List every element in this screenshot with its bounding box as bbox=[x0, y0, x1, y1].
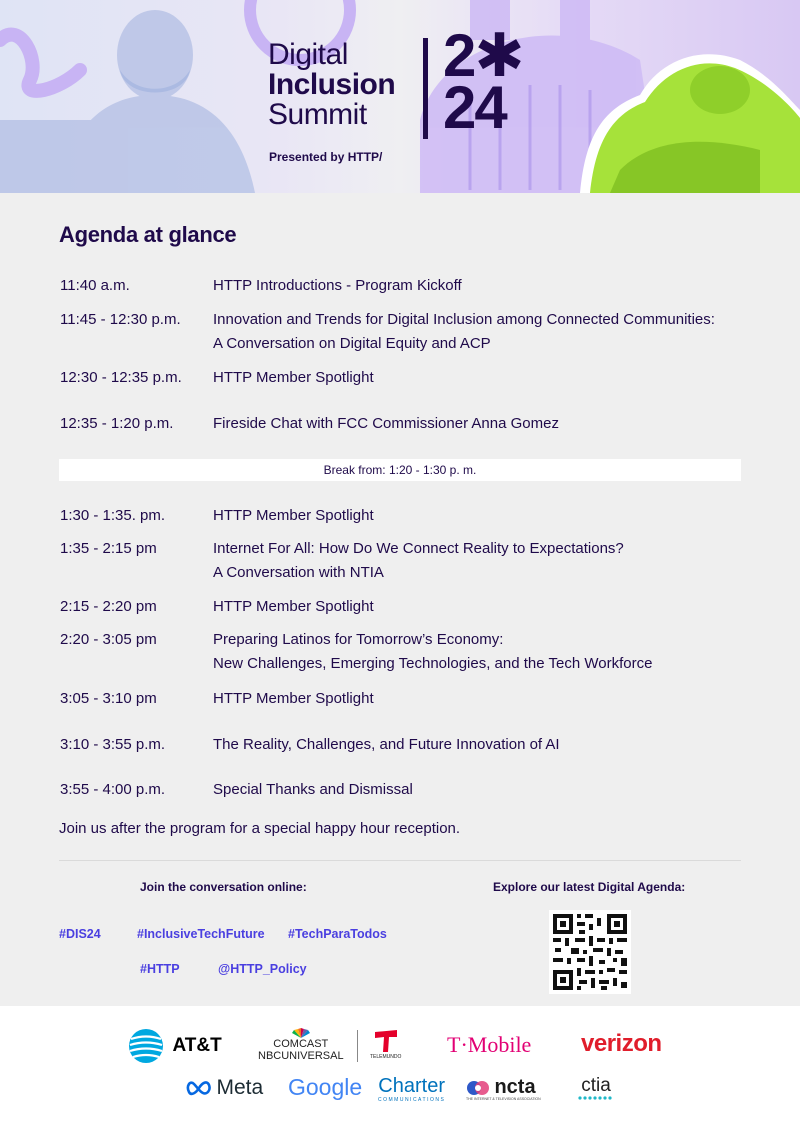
agenda-title-line2: New Challenges, Emerging Technologies, and the Tech Workforce bbox=[213, 655, 653, 672]
agenda-title: HTTP Introductions - Program Kickoff bbox=[213, 277, 462, 294]
att-globe-icon bbox=[128, 1028, 164, 1064]
section-divider bbox=[59, 860, 741, 861]
year-mark bbox=[443, 22, 523, 141]
comcast-nbcu-logo bbox=[258, 1028, 344, 1062]
agenda-time: 3:05 - 3:10 pm bbox=[60, 690, 157, 707]
presented-by: Presented by HTTP/ bbox=[269, 150, 383, 164]
hashtag-inclusive-tech-future[interactable]: #InclusiveTechFuture bbox=[137, 927, 265, 941]
sponsor-divider bbox=[357, 1030, 358, 1062]
year-bottom: 24 bbox=[443, 74, 506, 141]
hashtag-tech-para-todos[interactable]: #TechParaTodos bbox=[288, 927, 387, 941]
agenda-time: 11:40 a.m. bbox=[60, 277, 130, 294]
agenda-title: Special Thanks and Dismissal bbox=[213, 781, 413, 798]
google-wordmark: Google bbox=[288, 1074, 363, 1100]
google-logo bbox=[288, 1074, 362, 1101]
ctia-logo bbox=[578, 1076, 614, 1100]
ctia-dots-icon bbox=[578, 1096, 614, 1100]
telemundo-t-icon bbox=[375, 1030, 397, 1054]
agenda-time: 11:45 - 12:30 p.m. bbox=[60, 311, 181, 328]
ncta-sub: THE INTERNET & TELEVISION ASSOCIATION bbox=[466, 1097, 541, 1101]
telemundo-logo bbox=[370, 1030, 401, 1060]
agenda-title: Internet For All: How Do We Connect Reality to Expectations? bbox=[213, 540, 624, 557]
hero-banner bbox=[0, 0, 800, 193]
comcast-line1: COMCAST bbox=[273, 1038, 329, 1050]
charter-logo bbox=[378, 1075, 445, 1103]
title-line-inclusion: Inclusion bbox=[268, 68, 396, 101]
break-text: Break from: 1:20 - 1:30 p. m. bbox=[323, 463, 477, 477]
title-line-digital: Digital bbox=[268, 38, 348, 71]
join-conversation-label: Join the conversation online: bbox=[140, 880, 307, 894]
agenda-time: 12:35 - 1:20 p.m. bbox=[60, 415, 174, 432]
agenda-title-line2: A Conversation with NTIA bbox=[213, 564, 384, 581]
agenda-time: 2:15 - 2:20 pm bbox=[60, 598, 157, 615]
title-divider bbox=[423, 38, 428, 139]
qr-code[interactable] bbox=[549, 910, 631, 994]
agenda-time: 3:10 - 3:55 p.m. bbox=[60, 736, 166, 753]
ncta-wordmark: ncta bbox=[494, 1076, 536, 1098]
agenda-heading: Agenda at glance bbox=[59, 222, 237, 247]
verizon-logo: verizon bbox=[581, 1030, 662, 1057]
charter-sub: COMMUNICATIONS bbox=[378, 1097, 446, 1103]
summit-title bbox=[268, 40, 395, 130]
charter-wordmark: Charter bbox=[378, 1075, 445, 1097]
agenda-title: HTTP Member Spotlight bbox=[213, 369, 374, 386]
ctia-wordmark: ctia bbox=[581, 1075, 611, 1096]
explore-agenda-label: Explore our latest Digital Agenda: bbox=[493, 880, 686, 894]
att-wordmark: AT&T bbox=[172, 1035, 222, 1056]
agenda-title: Fireside Chat with FCC Commissioner Anna Gomez bbox=[213, 415, 559, 432]
telemundo-wordmark: TELEMUNDO bbox=[370, 1054, 402, 1060]
ncta-logo bbox=[466, 1076, 541, 1101]
hashtag-dis24[interactable]: #DIS24 bbox=[59, 927, 101, 941]
year-top: 2✱ bbox=[443, 22, 523, 89]
att-logo bbox=[128, 1028, 222, 1064]
handle-http-policy[interactable]: @HTTP_Policy bbox=[218, 962, 307, 976]
comcast-line2: NBCUNIVERSAL bbox=[258, 1050, 344, 1062]
meta-logo bbox=[186, 1076, 263, 1100]
agenda-time: 12:30 - 12:35 p.m. bbox=[60, 369, 182, 386]
agenda-time: 3:55 - 4:00 p.m. bbox=[60, 781, 166, 798]
meta-wordmark: Meta bbox=[216, 1076, 264, 1099]
sponsor-strip bbox=[0, 1006, 800, 1132]
qr-code-graphic bbox=[549, 910, 631, 994]
tmobile-logo: T·Mobile bbox=[447, 1032, 532, 1057]
agenda-title: Preparing Latinos for Tomorrow’s Economy: bbox=[213, 631, 504, 648]
agenda-title-line2: A Conversation on Digital Equity and ACP bbox=[213, 335, 491, 352]
break-banner bbox=[59, 459, 741, 481]
hero-illustration bbox=[0, 0, 800, 193]
agenda-title: The Reality, Challenges, and Future Innovation of AI bbox=[213, 736, 560, 753]
agenda-time: 1:30 - 1:35. pm. bbox=[60, 507, 166, 524]
agenda-time: 1:35 - 2:15 pm bbox=[60, 540, 157, 557]
reception-note: Join us after the program for a special happy hour reception. bbox=[59, 820, 461, 837]
meta-infinity-icon bbox=[186, 1080, 212, 1096]
agenda-title: Innovation and Trends for Digital Inclusion among Connected Communities: bbox=[213, 311, 715, 328]
agenda-time: 2:20 - 3:05 pm bbox=[60, 631, 157, 648]
peacock-icon bbox=[292, 1028, 310, 1038]
ncta-circles-icon bbox=[466, 1079, 490, 1097]
hashtag-http[interactable]: #HTTP bbox=[140, 962, 180, 976]
agenda-title: HTTP Member Spotlight bbox=[213, 690, 374, 707]
agenda-title: HTTP Member Spotlight bbox=[213, 598, 374, 615]
title-line-summit: Summit bbox=[268, 98, 367, 131]
agenda-title: HTTP Member Spotlight bbox=[213, 507, 374, 524]
